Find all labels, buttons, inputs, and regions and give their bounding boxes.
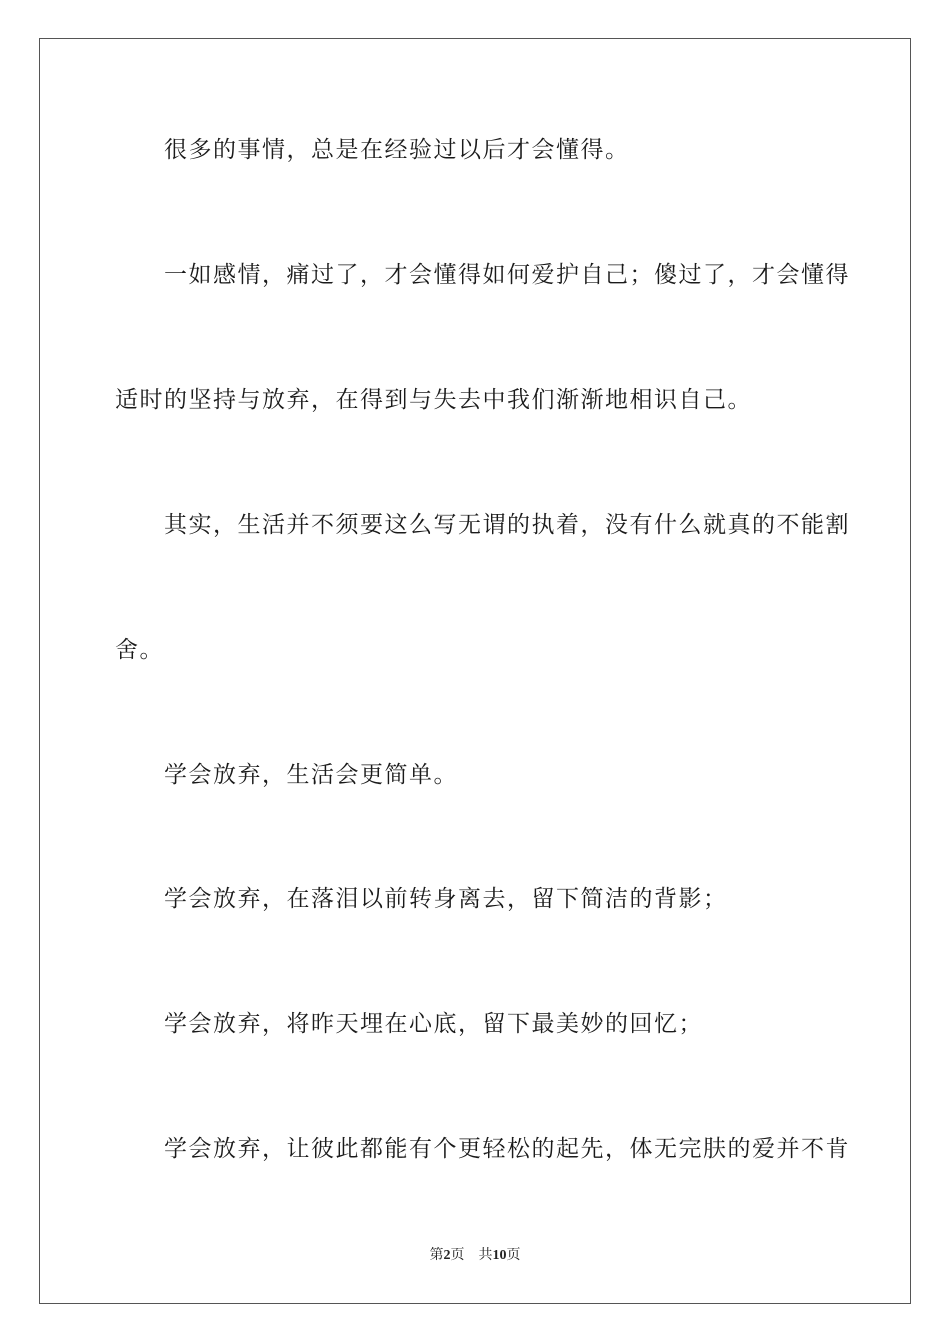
page-number: 2 [443,1248,451,1263]
page-prefix: 第 [429,1248,444,1263]
paragraph-line-5: 舍。 [115,637,164,663]
total-prefix: 共 [478,1248,493,1263]
page-suffix: 页 [450,1248,465,1263]
total-suffix: 页 [506,1248,521,1263]
paragraph-line-1: 很多的事情，总是在经验过以后才会懂得。 [164,137,630,163]
page-border [39,38,911,1304]
total-pages: 10 [492,1248,507,1263]
paragraph-line-8: 学会放弃，将昨天埋在心底，留下最美妙的回忆； [164,1011,703,1037]
paragraph-line-3: 适时的坚持与放弃，在得到与失去中我们渐渐地相识自己。 [115,387,752,413]
paragraph-line-4: 其实，生活并不须要这么写无谓的执着，没有什么就真的不能割 [164,512,850,538]
paragraph-line-9: 学会放弃，让彼此都能有个更轻松的起先，体无完肤的爱并不肯 [164,1136,850,1162]
page-footer [0,1247,950,1265]
paragraph-line-7: 学会放弃，在落泪以前转身离去，留下简洁的背影； [164,886,728,912]
paragraph-line-2: 一如感情，痛过了，才会懂得如何爱护自己；傻过了，才会懂得 [164,262,850,288]
paragraph-line-6: 学会放弃，生活会更简单。 [164,762,458,788]
